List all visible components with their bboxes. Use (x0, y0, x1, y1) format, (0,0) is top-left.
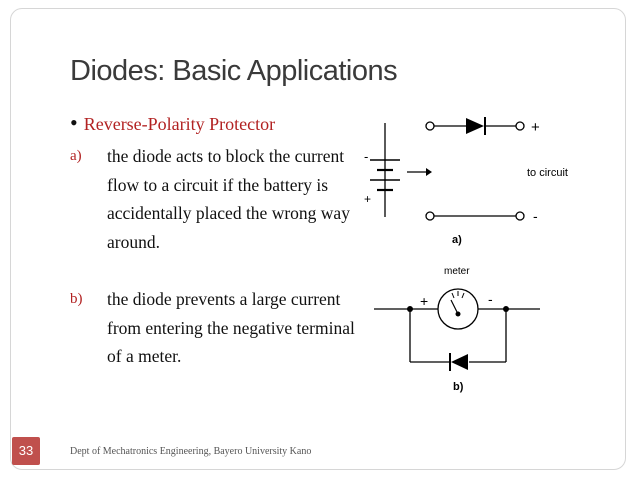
footer-text: Dept of Mechatronics Engineering, Bayero University Kano (70, 446, 312, 457)
bullet-dot-icon: • (70, 110, 78, 135)
diode-b-icon (451, 354, 468, 370)
meter-label: meter (444, 266, 470, 277)
list-item-text: the diode acts to block the current flow to a circuit if the battery is accidentally placed the wrong way around. (107, 146, 350, 252)
meter-plus-label: + (420, 293, 429, 309)
list-item-text: the diode prevents a large current from entering the negative terminal of a meter. (107, 289, 355, 366)
slide-title: Diodes: Basic Applications (70, 55, 398, 87)
slide-number-badge: 33 (12, 437, 40, 465)
battery-plus-label: + (364, 192, 372, 206)
caption-b: b) (453, 381, 464, 393)
list-item-number: a) (70, 148, 82, 164)
terminal-minus-label: - (533, 208, 538, 224)
terminal-plus-label: + (531, 119, 540, 136)
battery-minus-label: - (364, 149, 369, 164)
meter-minus-label: - (488, 291, 493, 307)
to-circuit-label: to circuit (527, 167, 568, 179)
list-item-number: b) (70, 291, 83, 307)
bullet-heading-text: Reverse-Polarity Protector (83, 114, 276, 134)
caption-a: a) (452, 234, 462, 246)
